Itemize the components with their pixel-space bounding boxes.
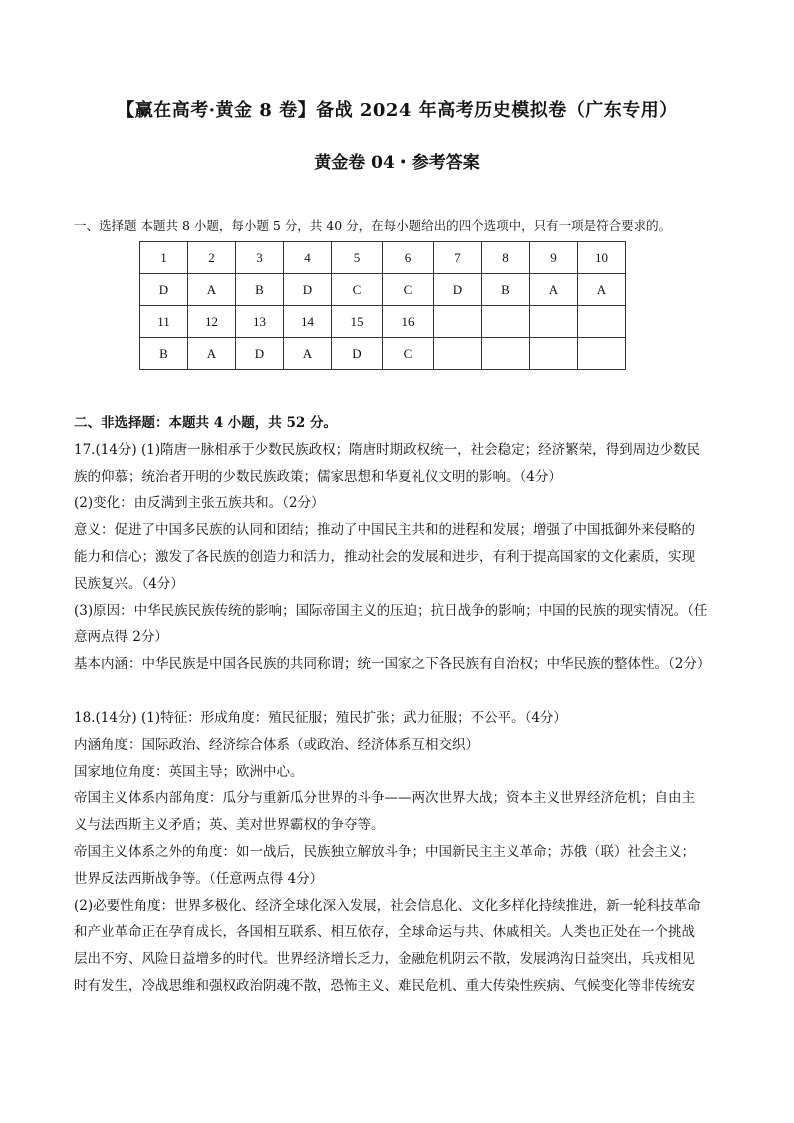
table-cell: 7 <box>434 242 482 274</box>
table-cell: B <box>482 274 530 306</box>
answer-line: 层出不穷、风险日益增多的时代。世界经济增长乏力，金融危机阴云不散，发展鸿沟日益突出，兵戎相见 <box>74 951 695 968</box>
table-row <box>140 338 626 370</box>
answer-line: 族的仰慕；统治者开明的少数民族政策；儒家思想和华夏礼仪文明的影响。（4分） <box>74 468 562 485</box>
section-2-heading: 二、非选择题：本题共 4 小题，共 52 分。 <box>74 415 337 431</box>
answer-line: (3)原因：中华民族民族传统的影响；国际帝国主义的压迫；抗日战争的影响；中国的民族的现实情况。（任 <box>74 602 708 619</box>
paragraph-gap <box>74 678 724 705</box>
table-cell: C <box>383 338 434 370</box>
table-cell: 9 <box>530 242 578 274</box>
table-cell: 11 <box>140 306 188 338</box>
table-cell: A <box>578 274 626 306</box>
answer-line: 17.(14分) (1)隋唐一脉相承于少数民族政权；隋唐时期政权统一，社会稳定；经济繁荣，得到周边少数民 <box>74 441 701 458</box>
table-cell: 16 <box>383 306 434 338</box>
answer-line: 民族复兴。（4分） <box>74 575 184 592</box>
answer-line: 义与法西斯主义矛盾；英、美对世界霸权的争夺等。 <box>74 817 385 834</box>
answer-line: 国家地位角度：英国主导；欧洲中心。 <box>74 763 304 780</box>
answer-line: 和产业革命正在孕育成长，各国相互联系、相互依存，全球命运与共、休戚相关。人类也正处在一个挑战 <box>74 924 695 941</box>
table-cell <box>530 338 578 370</box>
table-cell: 15 <box>332 306 383 338</box>
table-cell: 8 <box>482 242 530 274</box>
table-cell <box>530 306 578 338</box>
table-cell: C <box>332 274 383 306</box>
table-cell: 4 <box>284 242 332 274</box>
answer-line: (2)变化：由反满到主张五族共和。（2分） <box>74 495 325 512</box>
answer-line: 意两点得 2分） <box>74 629 168 646</box>
table-cell: A <box>530 274 578 306</box>
table-cell <box>434 306 482 338</box>
table-cell: 1 <box>140 242 188 274</box>
table-cell: D <box>434 274 482 306</box>
table-cell <box>578 338 626 370</box>
table-cell: A <box>188 274 236 306</box>
table-cell: 6 <box>383 242 434 274</box>
table-cell: A <box>284 338 332 370</box>
answer-line: 意义：促进了中国多民族的认同和团结；推动了中国民主共和的进程和发展；增强了中国抵御外来侵略的 <box>74 522 695 539</box>
table-cell: 3 <box>236 242 284 274</box>
table-cell: D <box>284 274 332 306</box>
table-cell: B <box>236 274 284 306</box>
table-cell: 2 <box>188 242 236 274</box>
answer-line: (2)必要性角度：世界多极化、经济全球化深入发展，社会信息化、文化多样化持续推进，新一轮科技革命 <box>74 897 701 914</box>
table-cell: 12 <box>188 306 236 338</box>
table-cell <box>482 338 530 370</box>
table-cell: 5 <box>332 242 383 274</box>
table-row <box>140 242 626 274</box>
answer-line: 帝国主义体系内部角度：瓜分与重新瓜分世界的斗争——两次世界大战；资本主义世界经济危机；自由主 <box>74 790 695 807</box>
table-cell: 10 <box>578 242 626 274</box>
table-cell: 14 <box>284 306 332 338</box>
document-title: 【赢在高考·黄金 8 卷】备战 2024 年高考历史模拟卷（广东专用） <box>116 100 678 121</box>
table-cell: D <box>140 274 188 306</box>
table-cell: A <box>188 338 236 370</box>
answer-line: 内涵角度：国际政治、经济综合体系（或政治、经济体系互相交织） <box>74 736 479 753</box>
table-cell: D <box>236 338 284 370</box>
document-subtitle: 黄金卷 04・参考答案 <box>314 153 480 173</box>
answer-line: 帝国主义体系之外的角度：如一战后，民族独立解放斗争；中国新民主主义革命；苏俄（联）社会主义； <box>74 843 695 860</box>
answer-table <box>139 241 626 370</box>
answer-line: 世界反法西斯战争等。（任意两点得 4分） <box>74 870 324 887</box>
answer-line: 时有发生，冷战思维和强权政治阴魂不散，恐怖主义、难民危机、重大传染性疾病、气候变化等非传统安 <box>74 977 695 994</box>
table-cell: 13 <box>236 306 284 338</box>
table-row <box>140 274 626 306</box>
table-row <box>140 306 626 338</box>
table-cell: B <box>140 338 188 370</box>
table-cell: C <box>383 274 434 306</box>
answer-line: 基本内涵：中华民族是中国各民族的共同称谓；统一国家之下各民族有自治权；中华民族的整体性。（2分） <box>74 656 711 673</box>
table-cell <box>434 338 482 370</box>
table-cell: D <box>332 338 383 370</box>
table-cell <box>482 306 530 338</box>
section-1-heading: 一、选择题 本题共 8 小题，每小题 5 分，共 40 分，在每小题给出的四个选项中，只有一项是符合要求的。 <box>74 218 672 233</box>
table-cell <box>578 306 626 338</box>
non-choice-answers <box>74 410 724 1000</box>
answer-line: 能力和信心；激发了各民族的创造力和活力，推动社会的发展和进步，有利于提高国家的文化素质，实现 <box>74 548 695 565</box>
answer-line: 18.(14分) (1)特征：形成角度：殖民征服；殖民扩张；武力征服；不公平。（4分） <box>74 709 567 726</box>
